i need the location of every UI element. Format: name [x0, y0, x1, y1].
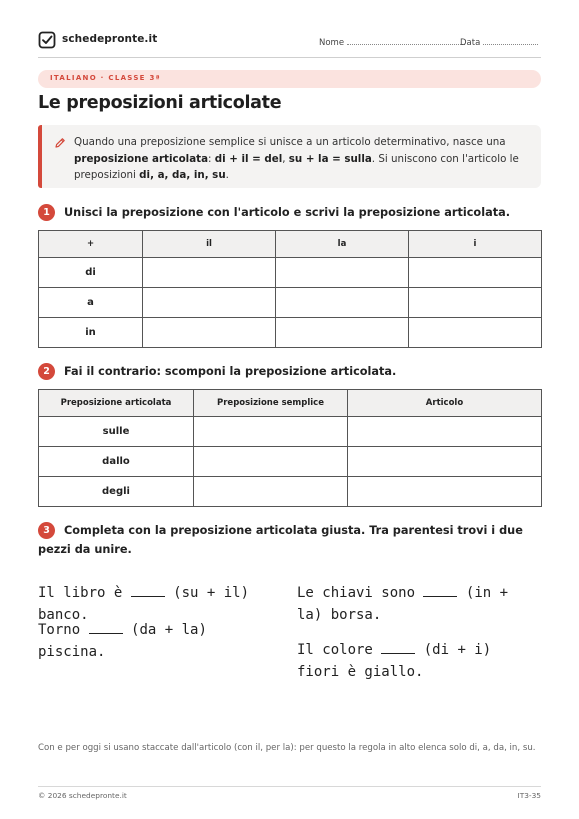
answer-blank[interactable] [89, 623, 123, 634]
date-line [483, 35, 538, 45]
row-label-sulle: sulle [39, 417, 194, 447]
brand-name: schedepronte.it [62, 33, 158, 45]
footer-copyright: © 2026 schedepronte.it [38, 791, 127, 800]
row-label-dallo: dallo [39, 447, 194, 477]
footer-code: IT3-35 [517, 791, 541, 800]
info-text: Quando una preposizione semplice si unisce a un articolo determinativo, nasce una preposizione articolata: di + il = del, su + la = sulla. Si uniscono con l'articolo le preposizioni di, a, da, in, su. [74, 136, 519, 181]
section-1-badge: 1 [38, 204, 55, 221]
answer-cell[interactable] [276, 318, 409, 348]
answer-cell[interactable] [194, 477, 348, 507]
category-label: ITALIANO · CLASSE 3ª [50, 74, 161, 82]
answer-blank[interactable] [381, 643, 415, 654]
col-header-plus: + [39, 231, 143, 258]
col-header-il: il [143, 231, 276, 258]
answer-cell[interactable] [276, 258, 409, 288]
answer-cell[interactable] [194, 417, 348, 447]
footer-divider [38, 786, 541, 787]
answer-cell[interactable] [143, 318, 276, 348]
answer-cell[interactable] [143, 258, 276, 288]
info-accent-bar [38, 125, 42, 188]
row-label-a: a [39, 288, 143, 318]
col-header-i: i [409, 231, 542, 258]
section-3-title: Completa con la preposizione articolata giusta. Tra parentesi trovi i due pezzi da unire. [38, 524, 523, 556]
name-line [347, 35, 465, 45]
category-pill [38, 70, 541, 88]
row-label-in: in [39, 318, 143, 348]
decompose-table [38, 389, 542, 507]
answer-blank[interactable] [423, 586, 457, 597]
answer-cell[interactable] [409, 318, 542, 348]
section-1-title: Unisci la preposizione con l'articolo e scrivi la preposizione articolata. [64, 206, 511, 219]
combine-table [38, 230, 542, 348]
page-title: Le preposizioni articolate [38, 93, 282, 113]
name-field[interactable] [319, 35, 465, 48]
section-3-badge: 3 [38, 522, 55, 539]
date-field[interactable] [460, 35, 538, 48]
sentence-4: Il colore (di + i) fiori è giallo. [297, 642, 492, 680]
answer-cell[interactable] [276, 288, 409, 318]
sentence-3: Le chiavi sono (in + la) borsa. [297, 585, 509, 623]
pencil-icon [54, 137, 66, 149]
col-header-articolo: Articolo [348, 390, 542, 417]
col-header-articolata: Preposizione articolata [39, 390, 194, 417]
section-2-title: Fai il contrario: scomponi la preposizione articolata. [64, 365, 397, 378]
sentence-1: Il libro è (su + il) banco. [38, 585, 250, 623]
answer-cell[interactable] [348, 447, 542, 477]
row-label-degli: degli [39, 477, 194, 507]
answer-cell[interactable] [409, 288, 542, 318]
answer-cell[interactable] [143, 288, 276, 318]
answer-cell[interactable] [348, 477, 542, 507]
answer-blank[interactable] [131, 586, 165, 597]
row-label-di: di [39, 258, 143, 288]
name-label: Nome [319, 38, 345, 48]
header-divider [38, 57, 541, 58]
col-header-semplice: Preposizione semplice [194, 390, 348, 417]
checkbox-logo-icon [38, 31, 56, 49]
date-label: Data [460, 38, 481, 48]
answer-cell[interactable] [409, 258, 542, 288]
section-2-badge: 2 [38, 363, 55, 380]
answer-cell[interactable] [348, 417, 542, 447]
footnote: Con e per oggi si usano staccate dall'articolo (con il, per la): per questo la regola in alto elenca solo di, a, da, in, su. [38, 743, 536, 753]
sentence-2: Torno (da + la) piscina. [38, 622, 207, 660]
answer-cell[interactable] [194, 447, 348, 477]
col-header-la: la [276, 231, 409, 258]
